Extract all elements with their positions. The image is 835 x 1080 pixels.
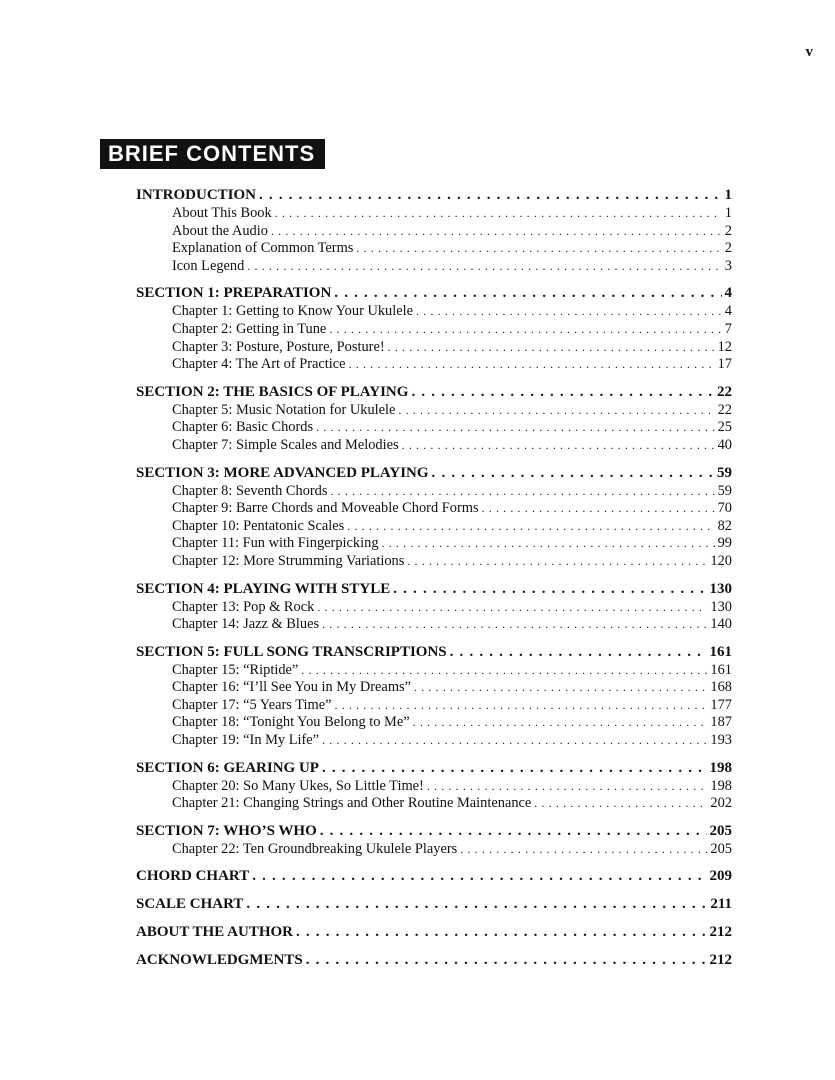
toc-chapter-row[interactable] [136,662,732,680]
toc-section [136,283,732,373]
section-page-number: 59 [717,464,732,481]
toc-chapter-row[interactable] [136,240,732,258]
chapter-page-number: 168 [710,679,732,696]
toc-chapter-row[interactable] [136,795,732,813]
dot-leader [534,795,707,813]
dot-leader [316,419,715,437]
toc-chapter-row[interactable] [136,483,732,501]
dot-leader [482,500,715,518]
dot-leader [320,821,707,841]
chapter-title: Chapter 5: Music Notation for Ukulele [172,401,396,418]
section-page-number: 22 [717,383,732,400]
chapter-page-number: 17 [717,356,732,373]
toc-section [136,185,732,275]
chapter-page-number: 99 [717,535,732,552]
dot-leader [416,303,722,321]
section-page-number: 205 [709,822,732,839]
dot-leader [322,616,707,634]
toc-chapter-row[interactable] [136,402,732,420]
chapter-page-number: 130 [710,598,732,615]
toc-section [136,579,732,634]
section-title: SECTION 6: GEARING UP [136,759,319,776]
toc-chapter-row[interactable] [136,321,732,339]
section-title: ACKNOWLEDGMENTS [136,952,303,969]
chapter-title: About This Book [172,205,272,221]
chapter-page-number: 193 [710,732,732,749]
chapter-title: Explanation of Common Terms [172,240,354,257]
chapter-page-number: 1 [724,205,732,221]
chapter-page-number: 70 [717,500,732,517]
toc-chapter-row[interactable] [136,258,732,276]
chapter-page-number: 198 [710,777,732,794]
toc-section-row[interactable] [136,821,732,841]
toc-section-row[interactable] [136,185,732,205]
toc-chapter-row[interactable] [136,437,732,455]
chapter-page-number: 59 [717,482,732,499]
toc-section [136,382,732,455]
toc-chapter-row[interactable] [136,419,732,437]
dot-leader [402,437,715,455]
chapter-page-number: 202 [710,795,732,812]
chapter-page-number: 2 [724,222,732,239]
dot-leader [450,642,707,662]
toc-chapter-row[interactable] [136,714,732,732]
dot-leader [347,518,714,536]
dot-leader [349,356,715,374]
toc-chapter-row[interactable] [136,841,732,859]
toc-chapter-row[interactable] [136,500,732,518]
toc-section-row[interactable] [136,866,732,886]
toc-chapter-row[interactable] [136,339,732,357]
dot-leader [330,483,714,501]
toc-section-row[interactable] [136,283,732,303]
chapter-title: Chapter 7: Simple Scales and Melodies [172,436,399,453]
section-page-number: 161 [709,643,732,660]
dot-leader [413,714,708,732]
chapter-title: Chapter 18: “Tonight You Belong to Me” [172,714,410,731]
chapter-title: Chapter 4: The Art of Practice [172,356,346,373]
chapter-title: Chapter 13: Pop & Rock [172,598,315,615]
dot-leader [259,185,721,205]
section-title: SECTION 7: WHO’S WHO [136,822,317,839]
toc-section [136,866,732,886]
toc-section-row[interactable] [136,579,732,599]
dot-leader [296,922,707,942]
dot-leader [393,579,706,599]
toc-chapter-row[interactable] [136,778,732,796]
chapter-title: Chapter 8: Seventh Chords [172,482,328,499]
toc-section [136,463,732,571]
dot-leader [334,283,721,303]
dot-leader [322,758,707,778]
section-title: SCALE CHART [136,896,244,913]
toc-chapter-row[interactable] [136,599,732,617]
page-number: v [805,44,813,60]
section-title: INTRODUCTION [136,187,257,203]
toc-section-row[interactable] [136,382,732,402]
chapter-title: Chapter 11: Fun with Fingerpicking [172,535,379,552]
dot-leader [427,778,708,796]
section-page-number: 198 [709,759,732,776]
toc-section-row[interactable] [136,758,732,778]
dot-leader [460,841,707,859]
chapter-page-number: 82 [717,517,732,534]
toc-section [136,950,732,970]
toc-chapter-row[interactable] [136,553,732,571]
chapter-title: Chapter 19: “In My Life” [172,732,320,749]
chapter-page-number: 25 [717,419,732,436]
section-title: CHORD CHART [136,868,250,885]
toc-section [136,642,732,750]
chapter-title: Chapter 22: Ten Groundbreaking Ukulele Players [172,840,458,857]
chapter-page-number: 40 [717,436,732,453]
chapter-title: Chapter 20: So Many Ukes, So Little Time! [172,777,424,794]
chapter-page-number: 2 [724,240,732,257]
toc-section [136,758,732,813]
chapter-page-number: 161 [710,661,732,678]
dot-leader [275,205,722,223]
chapter-page-number: 4 [724,303,732,320]
section-page-number: 1 [724,187,732,203]
chapter-page-number: 3 [724,257,732,274]
toc-chapter-row[interactable] [136,535,732,553]
toc-chapter-row[interactable] [136,356,732,374]
chapter-title: Chapter 3: Posture, Posture, Posture! [172,338,385,355]
section-page-number: 212 [709,952,732,969]
toc-section [136,922,732,942]
toc-section-row[interactable] [136,463,732,483]
chapter-page-number: 187 [710,714,732,731]
chapter-title: Chapter 15: “Riptide” [172,661,299,678]
toc-chapter-row[interactable] [136,205,732,223]
toc-chapter-row[interactable] [136,679,732,697]
dot-leader [252,866,706,886]
dot-leader [271,223,722,241]
dot-leader [382,535,715,553]
chapter-title: About the Audio [172,222,268,239]
dot-leader [407,553,707,571]
dot-leader [398,402,714,420]
chapter-title: Chapter 17: “5 Years Time” [172,696,332,713]
section-title: SECTION 2: THE BASICS OF PLAYING [136,383,409,400]
chapter-title: Chapter 10: Pentatonic Scales [172,517,345,534]
section-page-number: 209 [709,868,732,885]
chapter-page-number: 12 [717,338,732,355]
chapter-title: Chapter 14: Jazz & Blues [172,616,320,633]
dot-leader [306,950,707,970]
chapter-page-number: 140 [710,616,732,633]
section-title: SECTION 3: MORE ADVANCED PLAYING [136,464,429,481]
section-title: ABOUT THE AUTHOR [136,924,293,941]
table-of-contents [136,185,732,978]
dot-leader [317,599,707,617]
dot-leader [356,240,721,258]
section-page-number: 212 [709,924,732,941]
chapter-page-number: 177 [710,696,732,713]
chapter-page-number: 22 [717,401,732,418]
chapter-title: Chapter 12: More Strumming Variations [172,552,405,569]
chapter-title: Chapter 9: Barre Chords and Moveable Chord Forms [172,500,479,517]
toc-chapter-row[interactable] [136,518,732,536]
toc-section-row[interactable] [136,642,732,662]
dot-leader [432,463,714,483]
chapter-title: Chapter 21: Changing Strings and Other Routine Maintenance [172,795,532,812]
dot-leader [329,321,721,339]
section-page-number: 4 [724,285,732,302]
chapter-page-number: 7 [724,320,732,337]
toc-chapter-row[interactable] [136,697,732,715]
dot-leader [414,679,707,697]
page-title: BRIEF CONTENTS [100,139,325,169]
chapter-title: Chapter 2: Getting in Tune [172,320,327,337]
dot-leader [322,732,707,750]
toc-section-row[interactable] [136,894,732,914]
section-title: SECTION 1: PREPARATION [136,285,332,302]
chapter-title: Chapter 1: Getting to Know Your Ukulele [172,303,414,320]
dot-leader [246,894,707,914]
toc-section [136,894,732,914]
chapter-title: Chapter 6: Basic Chords [172,419,314,436]
toc-chapter-row[interactable] [136,223,732,241]
chapter-title: Icon Legend [172,257,245,274]
toc-section-row[interactable] [136,922,732,942]
chapter-title: Chapter 16: “I’ll See You in My Dreams” [172,679,412,696]
dot-leader [388,339,715,357]
toc-chapter-row[interactable] [136,616,732,634]
toc-chapter-row[interactable] [136,732,732,750]
chapter-page-number: 120 [710,552,732,569]
toc-chapter-row[interactable] [136,303,732,321]
section-title: SECTION 4: PLAYING WITH STYLE [136,580,391,597]
section-title: SECTION 5: FULL SONG TRANSCRIPTIONS [136,643,447,660]
section-page-number: 130 [709,580,732,597]
toc-section [136,821,732,859]
section-page-number: 211 [710,896,732,913]
chapter-page-number: 205 [710,840,732,857]
toc-section-row[interactable] [136,950,732,970]
dot-leader [335,697,708,715]
dot-leader [301,662,707,680]
dot-leader [411,382,714,402]
dot-leader [247,258,721,276]
